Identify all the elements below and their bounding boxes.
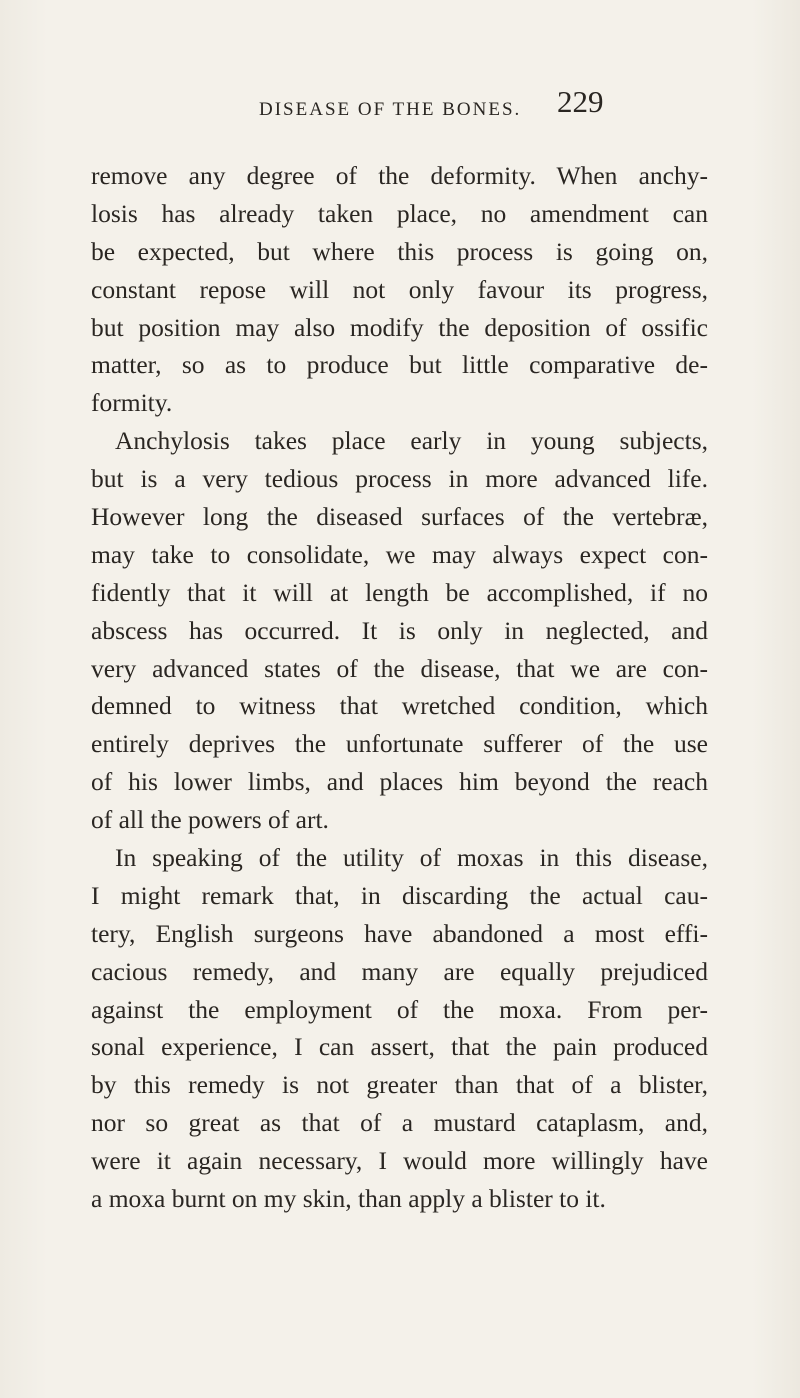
text-line: by this remedy is not greater than that of a blister,: [91, 1070, 708, 1100]
text-line: were it again necessary, I would more willingly have: [91, 1146, 708, 1176]
text-line: of his lower limbs, and places him beyond the reach: [91, 767, 708, 797]
text-line: abscess has occurred. It is only in neglected, and: [91, 615, 708, 645]
text-line: be expected, but where this process is going on,: [91, 236, 708, 266]
text-line: losis has already taken place, no amendment can: [91, 198, 708, 228]
text-line: I might remark that, in discarding the actual cau-: [91, 880, 708, 910]
text-line: of all the powers of art.: [91, 805, 329, 835]
text-line: demned to witness that wretched condition, which: [91, 691, 708, 721]
text-line: fidently that it will at length be accomplished, if no: [91, 577, 708, 607]
text-line: matter, so as to produce but little comparative de-: [91, 350, 708, 380]
text-line: nor so great as that of a mustard cataplasm, and,: [91, 1108, 708, 1138]
text-line: remove any degree of the deformity. When anchy-: [91, 161, 708, 190]
text-line: cacious remedy, and many are equally prejudiced: [91, 956, 708, 986]
text-line: very advanced states of the disease, that we are con-: [91, 653, 708, 683]
text-line: formity.: [91, 388, 173, 418]
text-line: but is a very tedious process in more advanced life.: [91, 464, 708, 494]
text-line: tery, English surgeons have abandoned a most effi-: [91, 918, 708, 948]
text-line: a moxa burnt on my skin, than apply a blister to it.: [91, 1184, 606, 1214]
running-title: DISEASE OF THE BONES.: [259, 99, 522, 120]
page-number: 229: [557, 84, 604, 119]
body-text: [91, 157, 708, 1218]
text-line: sonal experience, I can assert, that the pain produced: [91, 1032, 708, 1062]
text-line: may take to consolidate, we may always expect con-: [91, 539, 708, 569]
text-line: entirely deprives the unfortunate sufferer of the use: [91, 729, 708, 759]
text-line: In speaking of the utility of moxas in this disease,: [115, 843, 708, 873]
text-line: against the employment of the moxa. From per-: [91, 994, 708, 1024]
text-line: but position may also modify the deposition of ossific: [91, 312, 708, 342]
text-line: Anchylosis takes place early in young subjects,: [115, 426, 708, 456]
text-line: However long the diseased surfaces of the vertebræ,: [91, 502, 708, 532]
text-line: constant repose will not only favour its progress,: [91, 274, 708, 304]
